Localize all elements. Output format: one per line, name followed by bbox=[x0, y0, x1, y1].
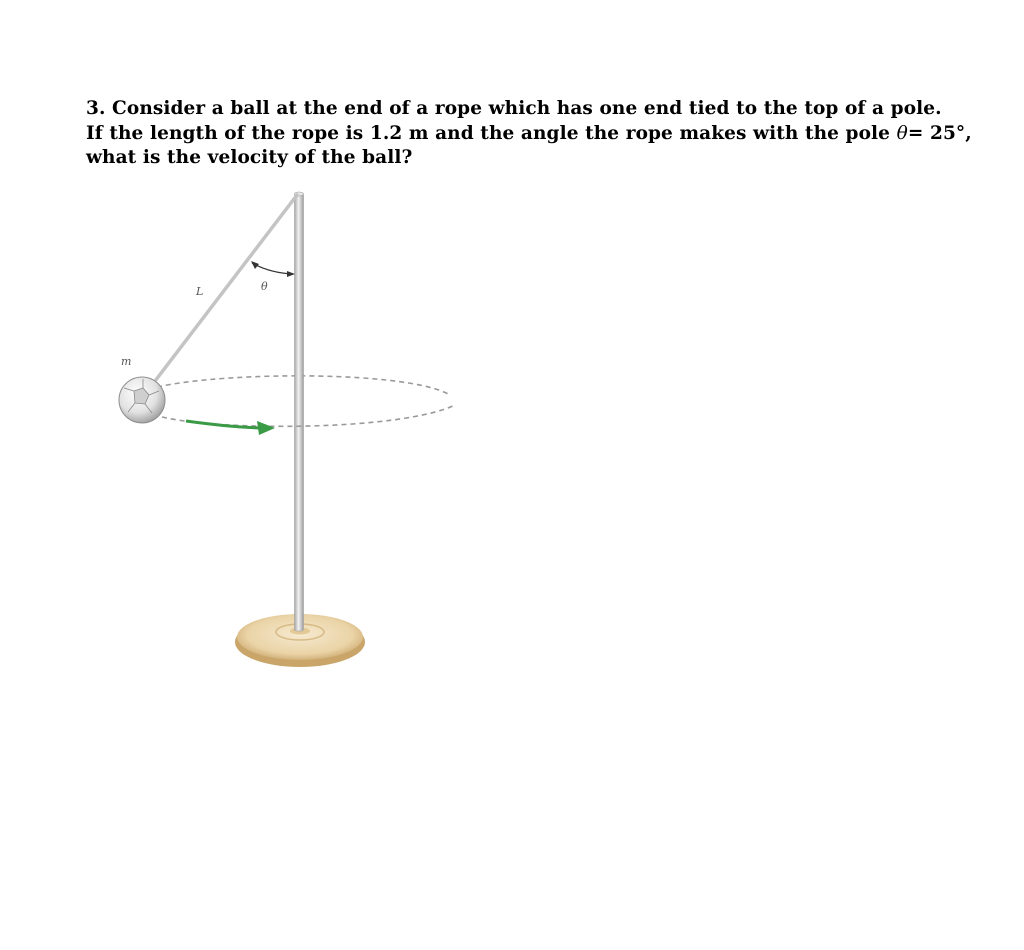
conical-pendulum-figure bbox=[110, 185, 470, 680]
ball bbox=[119, 377, 165, 423]
problem-line-2-prefix: If the length of the rope is 1.2 m and the angle the rope makes with the pole bbox=[86, 122, 897, 144]
problem-line-2-suffix: = 25°, bbox=[907, 122, 972, 144]
mass-label: m bbox=[121, 355, 132, 368]
theta-symbol: θ bbox=[896, 122, 908, 144]
pole bbox=[295, 193, 304, 631]
angle-label: θ bbox=[261, 280, 268, 293]
angle-arc bbox=[251, 261, 295, 277]
motion-arrow bbox=[186, 421, 275, 435]
problem-line-3: what is the velocity of the ball? bbox=[86, 147, 413, 168]
rope bbox=[152, 195, 297, 385]
problem-line-1: 3. Consider a ball at the end of a rope which has one end tied to the top of a pole. bbox=[86, 98, 942, 119]
problem-line-2 bbox=[86, 122, 972, 147]
figure-svg bbox=[110, 185, 470, 680]
problem-statement bbox=[86, 97, 972, 171]
rope-length-label: L bbox=[196, 285, 204, 298]
